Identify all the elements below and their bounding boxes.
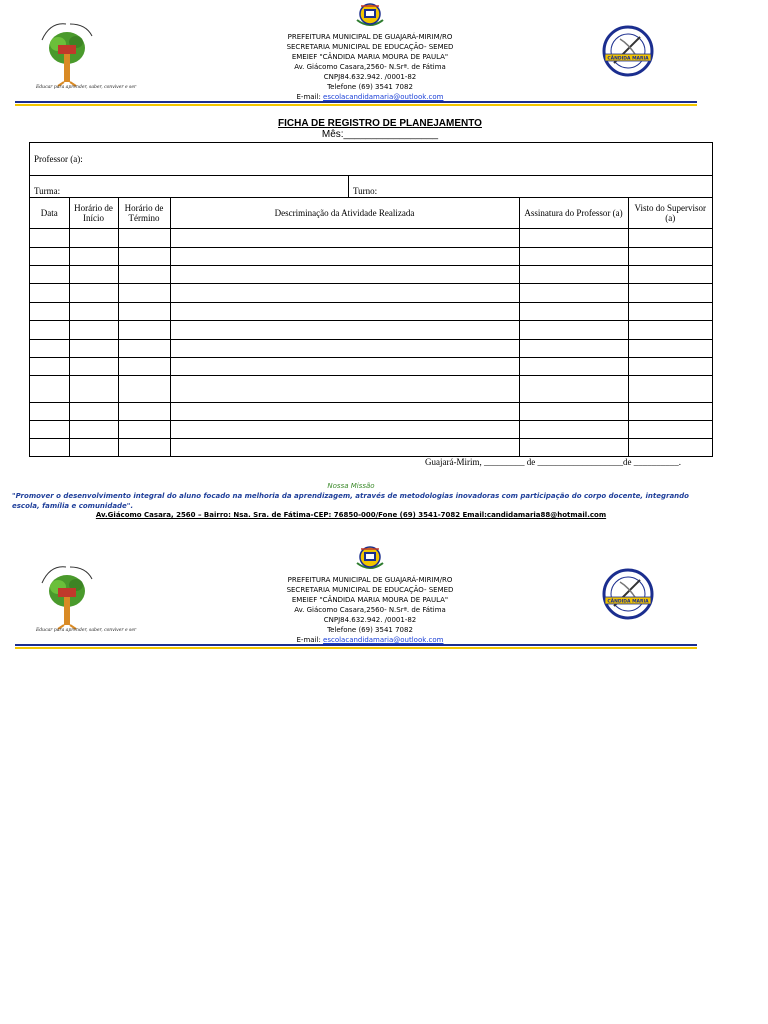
cell-horario-termino[interactable] [118,248,170,266]
cell-assinatura-professor[interactable] [519,321,628,340]
cell-horario-termino[interactable] [118,358,170,376]
cell-atividade[interactable] [170,229,519,248]
cell-data[interactable] [30,266,69,284]
cell-atividade[interactable] [170,303,519,321]
col-data: Data [30,198,69,229]
seal-banner-text: CÂNDIDA MARIA [607,599,649,605]
cell-visto-supervisor[interactable] [628,376,712,403]
header-rule-yellow [15,647,697,649]
cell-horario-inicio[interactable] [69,340,118,358]
table-row [30,266,712,284]
cell-assinatura-professor[interactable] [519,358,628,376]
email-link[interactable]: escolacandidamaria@outlook.com [323,93,444,101]
table-row [30,248,712,266]
letterhead-text [230,545,510,645]
prefeitura-line: PREFEITURA MUNICIPAL DE GUAJARÁ-MIRIM/RO [287,576,453,584]
cell-assinatura-professor[interactable] [519,229,628,248]
cell-horario-termino[interactable] [118,321,170,340]
table-row [30,340,712,358]
cell-atividade[interactable] [170,439,519,456]
cell-atividade[interactable] [170,284,519,303]
school-seal-icon [600,25,656,82]
cell-assinatura-professor[interactable] [519,376,628,403]
cell-assinatura-professor[interactable] [519,248,628,266]
cell-atividade[interactable] [170,266,519,284]
mission-title: Nossa Missão [327,482,375,490]
cell-data[interactable] [30,439,69,456]
table-header-row [30,198,712,229]
email-label: E-mail: [296,93,324,101]
col-visto-supervisor: Visto do Supervisor (a) [628,198,712,229]
planning-form [29,142,713,457]
cell-assinatura-professor[interactable] [519,403,628,421]
school-logo-tree [36,18,98,93]
cell-assinatura-professor[interactable] [519,439,628,456]
footer-address: Av.Giácomo Casara, 2560 – Bairro: Nsa. Sra. de Fátima-CEP: 76850-000/Fone (69) 3541-7082 Email:candidamaria88@hotmail.com [95,511,607,519]
cell-horario-termino[interactable] [118,266,170,284]
cell-data[interactable] [30,248,69,266]
table-row [30,358,712,376]
endereco-line: Av. Giácomo Casara,2560- N.Srª. de Fátima [294,606,446,614]
cell-atividade[interactable] [170,321,519,340]
mes-field: Mês:_________________ [321,129,439,140]
cell-visto-supervisor[interactable] [628,439,712,456]
cell-data[interactable] [30,358,69,376]
cell-horario-termino[interactable] [118,284,170,303]
logo-motto: Educar para aprender, saber, conviver e ser [36,628,137,633]
escola-line: EMEIEF "CÂNDIDA MARIA MOURA DE PAULA" [291,596,449,604]
municipal-crest-icon [230,545,510,574]
telefone-line: Telefone (69) 3541 7082 [327,626,413,634]
cell-horario-inicio[interactable] [69,248,118,266]
cnpj-line: CNPJ84.632.942. /0001-82 [323,616,417,624]
cell-data[interactable] [30,421,69,439]
cell-atividade[interactable] [170,403,519,421]
cell-visto-supervisor[interactable] [628,340,712,358]
cell-data[interactable] [30,303,69,321]
telefone-line: Telefone (69) 3541 7082 [327,83,413,91]
cell-assinatura-professor[interactable] [519,303,628,321]
cell-horario-termino[interactable] [118,376,170,403]
logo-motto: Educar para aprender, saber, conviver e ser [36,85,137,90]
professor-label: Professor (a): [34,154,83,164]
cell-horario-termino[interactable] [118,229,170,248]
cell-data[interactable] [30,340,69,358]
table-row [30,403,712,421]
cell-visto-supervisor[interactable] [628,421,712,439]
secretaria-line: SECRETARIA MUNICIPAL DE EDUCAÇÃO- SEMED [286,586,454,594]
cell-data[interactable] [30,229,69,248]
col-horario-termino: Horário de Término [118,198,170,229]
mission-text: "Promover o desenvolvimento integral do aluno focado na melhoria da aprendizagem, através de metodologias inovadoras com participação do corpo docente, integrando escola, família e comunidade". [12,492,689,510]
school-seal-icon [600,568,656,625]
cell-horario-termino[interactable] [118,303,170,321]
table-row [30,303,712,321]
table-row [30,421,712,439]
activity-table [30,198,712,456]
cell-horario-inicio[interactable] [69,376,118,403]
cell-horario-termino[interactable] [118,403,170,421]
cell-visto-supervisor[interactable] [628,403,712,421]
secretaria-line: SECRETARIA MUNICIPAL DE EDUCAÇÃO- SEMED [286,43,454,51]
table-row [30,284,712,303]
col-horario-inicio: Horário de Início [69,198,118,229]
cell-visto-supervisor[interactable] [628,248,712,266]
col-assinatura-professor: Assinatura do Professor (a) [519,198,628,229]
escola-line: EMEIEF "CÂNDIDA MARIA MOURA DE PAULA" [291,53,449,61]
cell-visto-supervisor[interactable] [628,284,712,303]
table-row [30,229,712,248]
table-row [30,321,712,340]
cell-atividade[interactable] [170,340,519,358]
email-label: E-mail: [296,636,324,644]
cnpj-line: CNPJ84.632.942. /0001-82 [323,73,417,81]
cell-horario-inicio[interactable] [69,439,118,456]
cell-assinatura-professor[interactable] [519,340,628,358]
col-atividade: Descriminação da Atividade Realizada [170,198,519,229]
cell-data[interactable] [30,321,69,340]
table-row [30,439,712,456]
cell-assinatura-professor[interactable] [519,266,628,284]
header-rule-blue [15,644,697,646]
cell-horario-inicio[interactable] [69,421,118,439]
cell-assinatura-professor[interactable] [519,284,628,303]
cell-atividade[interactable] [170,248,519,266]
cell-horario-inicio[interactable] [69,358,118,376]
cell-horario-inicio[interactable] [69,229,118,248]
turma-turno-row [30,176,712,198]
signature-date-line: Guajará-Mirim, _________ de ___________________de __________. [425,457,681,467]
endereco-line: Av. Giácomo Casara,2560- N.Srª. de Fátima [294,63,446,71]
cell-data[interactable] [30,376,69,403]
professor-row [30,143,712,176]
table-row [30,376,712,403]
letterhead-text [230,2,510,102]
cell-assinatura-professor[interactable] [519,421,628,439]
form-title: FICHA DE REGISTRO DE PLANEJAMENTO [278,118,482,129]
header-rule-blue [15,101,697,103]
cell-data[interactable] [30,403,69,421]
cell-horario-termino[interactable] [118,340,170,358]
cell-visto-supervisor[interactable] [628,303,712,321]
cell-horario-termino[interactable] [118,421,170,439]
cell-visto-supervisor[interactable] [628,321,712,340]
cell-horario-termino[interactable] [118,439,170,456]
municipal-crest-icon [230,2,510,31]
turno-label: Turno: [353,186,378,196]
cell-horario-inicio[interactable] [69,321,118,340]
cell-atividade[interactable] [170,421,519,439]
cell-visto-supervisor[interactable] [628,266,712,284]
cell-visto-supervisor[interactable] [628,358,712,376]
seal-banner-text: CÂNDIDA MARIA [607,56,649,62]
cell-horario-inicio[interactable] [69,284,118,303]
header-rule-yellow [15,104,697,106]
turno-cell [348,176,378,197]
cell-visto-supervisor[interactable] [628,229,712,248]
cell-horario-inicio[interactable] [69,303,118,321]
cell-horario-inicio[interactable] [69,403,118,421]
cell-atividade[interactable] [170,358,519,376]
cell-atividade[interactable] [170,376,519,403]
cell-data[interactable] [30,284,69,303]
cell-horario-inicio[interactable] [69,266,118,284]
prefeitura-line: PREFEITURA MUNICIPAL DE GUAJARÁ-MIRIM/RO [287,33,453,41]
email-link[interactable]: escolacandidamaria@outlook.com [323,636,444,644]
school-logo-tree [36,561,98,636]
turma-label: Turma: [34,186,61,196]
